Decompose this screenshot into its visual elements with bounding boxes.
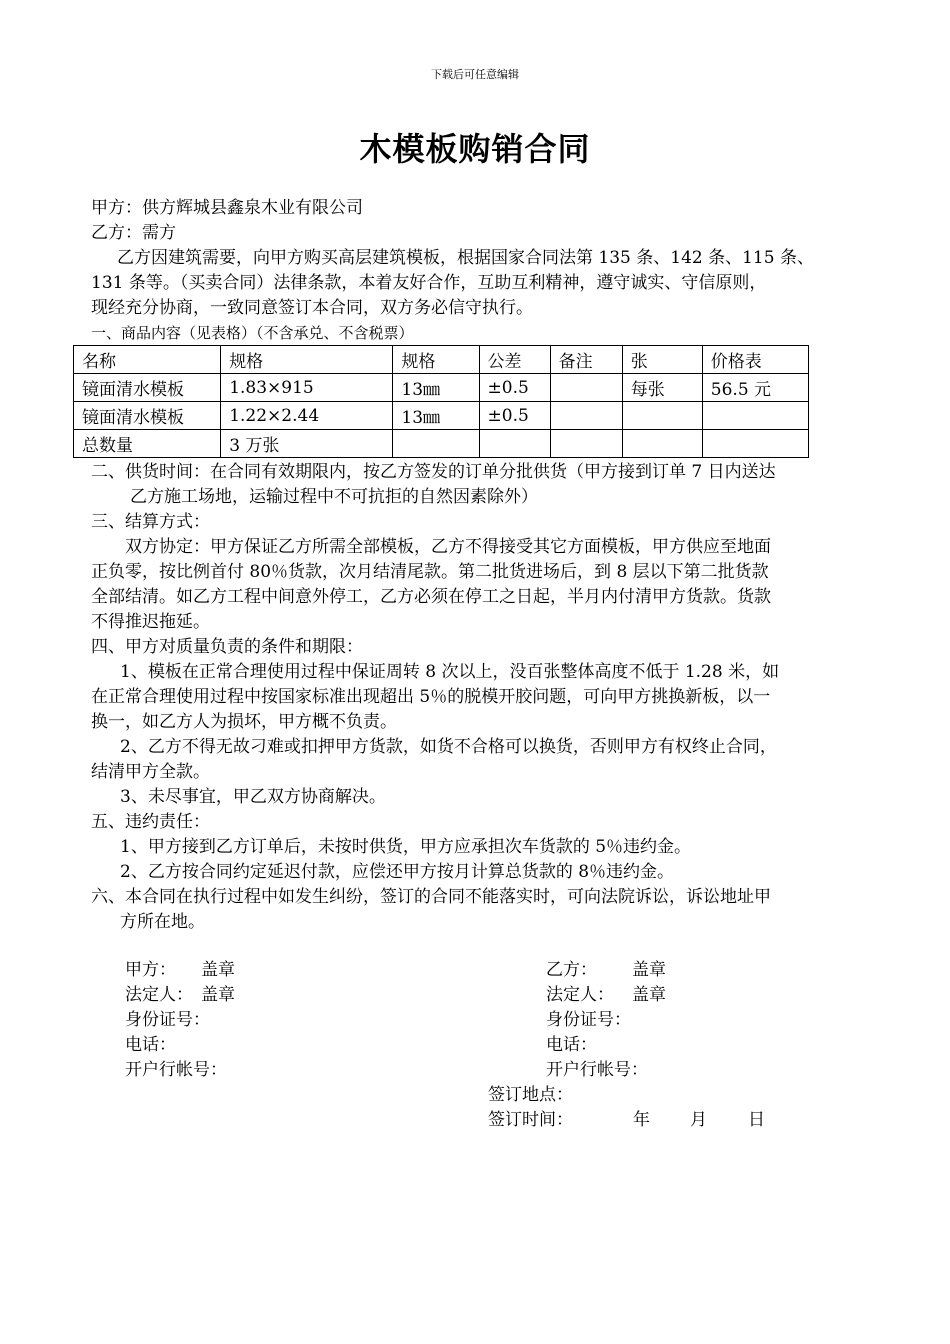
party-a-line: 甲方：供方辉城县鑫泉木业有限公司 xyxy=(91,198,363,218)
table-cell xyxy=(550,402,622,430)
section6-line-1: 六、本合同在执行过程中如发生纠纷，签订的合同不能落实时，可向法院诉讼，诉讼地址甲 xyxy=(91,887,771,907)
table-cell xyxy=(622,402,702,430)
table-cell: 3 万张 xyxy=(221,430,393,458)
table-cell xyxy=(702,402,808,430)
sign-b-phone: 电话： xyxy=(546,1035,597,1055)
section2-line-1: 二、供货时间：在合同有效期限内，按乙方签发的订单分批供货（甲方接到订单 7 日内送达 xyxy=(91,462,776,482)
section3-heading: 三、结算方式： xyxy=(91,512,210,532)
table-cell xyxy=(550,430,622,458)
section3-line-4: 不得推迟拖延。 xyxy=(91,612,210,632)
table-cell: 镜面清水模板 xyxy=(74,374,221,402)
date-day: 日 xyxy=(748,1110,765,1130)
date-month: 月 xyxy=(690,1110,707,1130)
section4-line-2: 在正常合理使用过程中按国家标准出现超出 5％的脱模开胶问题，可向甲方挑换新板，以一 xyxy=(91,687,771,707)
sign-b-seal: 盖章 xyxy=(632,960,666,980)
table-cell: ±0.5 xyxy=(479,374,550,402)
section6-line-2: 方所在地。 xyxy=(120,912,205,932)
table-cell xyxy=(550,374,622,402)
table-header-cell: 名称 xyxy=(74,346,221,374)
table-cell xyxy=(393,430,479,458)
sign-place: 签订地点： xyxy=(488,1085,573,1105)
table-cell xyxy=(622,430,702,458)
table-row xyxy=(74,430,809,458)
sign-time: 签订时间： xyxy=(488,1110,573,1130)
intro-line-3: 现经充分协商，一致同意签订本合同，双方务必信守执行。 xyxy=(91,298,533,318)
sign-a-rep-seal: 盖章 xyxy=(201,985,235,1005)
table-cell: 1.22×2.44 xyxy=(221,402,393,430)
table-cell: 56.5 元 xyxy=(702,374,808,402)
intro-line-2: 131 条等。（买卖合同）法律条款，本着友好合作，互助互利精神，遵守诚实、守信原则， xyxy=(91,273,767,293)
sign-a-id: 身份证号： xyxy=(125,1010,210,1030)
sign-a-seal: 盖章 xyxy=(201,960,235,980)
section3-line-1: 双方协定：甲方保证乙方所需全部模板，乙方不得接受其它方面模板，甲方供应至地面 xyxy=(125,537,771,557)
section4-line-1: 1、模板在正常合理使用过程中保证周转 8 次以上，没百张整体高度不低于 1.28 米，如 xyxy=(120,662,780,682)
table-cell: 每张 xyxy=(622,374,702,402)
section5-line-1: 1、甲方接到乙方订单后，未按时供货，甲方应承担次车货款的 5％违约金。 xyxy=(120,837,692,857)
table-row xyxy=(74,402,809,430)
table-cell: 1.83×915 xyxy=(221,374,393,402)
section3-line-2: 正负零，按比例首付 80％货款，次月结清尾款。第二批货进场后，到 8 层以下第二批货款 xyxy=(91,562,769,582)
table-header-row xyxy=(74,346,809,374)
section5-line-2: 2、乙方按合同约定延迟付款，应偿还甲方按月计算总货款的 8％违约金。 xyxy=(120,862,675,882)
document-title: 木模板购销合同 xyxy=(359,130,591,168)
sign-b-rep-seal: 盖章 xyxy=(632,985,666,1005)
table-row xyxy=(74,374,809,402)
sign-b-bank: 开户行帐号： xyxy=(546,1060,648,1080)
table-header-cell: 公差 xyxy=(479,346,550,374)
sign-b-rep: 法定人： xyxy=(546,985,614,1005)
table-header-cell: 价格表 xyxy=(702,346,808,374)
section2-line-2: 乙方施工场地，运输过程中不可抗拒的自然因素除外） xyxy=(130,487,538,507)
section1-heading: 一、商品内容（见表格）（不含承兑、不含税票） xyxy=(91,324,414,342)
table-cell xyxy=(479,430,550,458)
table-cell: 13㎜ xyxy=(393,402,479,430)
header-note: 下载后可任意编辑 xyxy=(431,68,519,81)
intro-line-1: 乙方因建筑需要，向甲方购买高层建筑模板，根据国家合同法第 135 条、142 条、115 条、 xyxy=(117,248,814,268)
section4-line-3: 换一，如乙方人为损坏，甲方概不负责。 xyxy=(91,712,397,732)
table-cell: 总数量 xyxy=(74,430,221,458)
section4-heading: 四、甲方对质量负责的条件和期限： xyxy=(91,637,363,657)
table-cell: 镜面清水模板 xyxy=(74,402,221,430)
section4-line-5: 结清甲方全款。 xyxy=(91,762,210,782)
table-cell xyxy=(702,430,808,458)
table-header-cell: 备注 xyxy=(550,346,622,374)
table-header-cell: 张 xyxy=(622,346,702,374)
section4-line-6: 3、未尽事宜，甲乙双方协商解决。 xyxy=(120,787,386,807)
table-header-cell: 规格 xyxy=(393,346,479,374)
section4-line-4: 2、乙方不得无故刁难或扣押甲方货款，如货不合格可以换货，否则甲方有权终止合同， xyxy=(120,737,777,757)
party-b-line: 乙方：需方 xyxy=(91,223,176,243)
goods-table xyxy=(73,345,809,458)
table-header-cell: 规格 xyxy=(221,346,393,374)
section5-heading: 五、违约责任： xyxy=(91,812,210,832)
sign-b-id: 身份证号： xyxy=(546,1010,631,1030)
sign-a-party: 甲方： xyxy=(125,960,176,980)
section3-line-3: 全部结清。如乙方工程中间意外停工，乙方必须在停工之日起，半月内付清甲方货款。货款 xyxy=(91,587,771,607)
date-year: 年 xyxy=(633,1110,650,1130)
sign-a-rep: 法定人： xyxy=(125,985,193,1005)
sign-b-party: 乙方： xyxy=(546,960,597,980)
table-cell: 13㎜ xyxy=(393,374,479,402)
sign-a-bank: 开户行帐号： xyxy=(125,1060,227,1080)
table-cell: ±0.5 xyxy=(479,402,550,430)
sign-a-phone: 电话： xyxy=(125,1035,176,1055)
